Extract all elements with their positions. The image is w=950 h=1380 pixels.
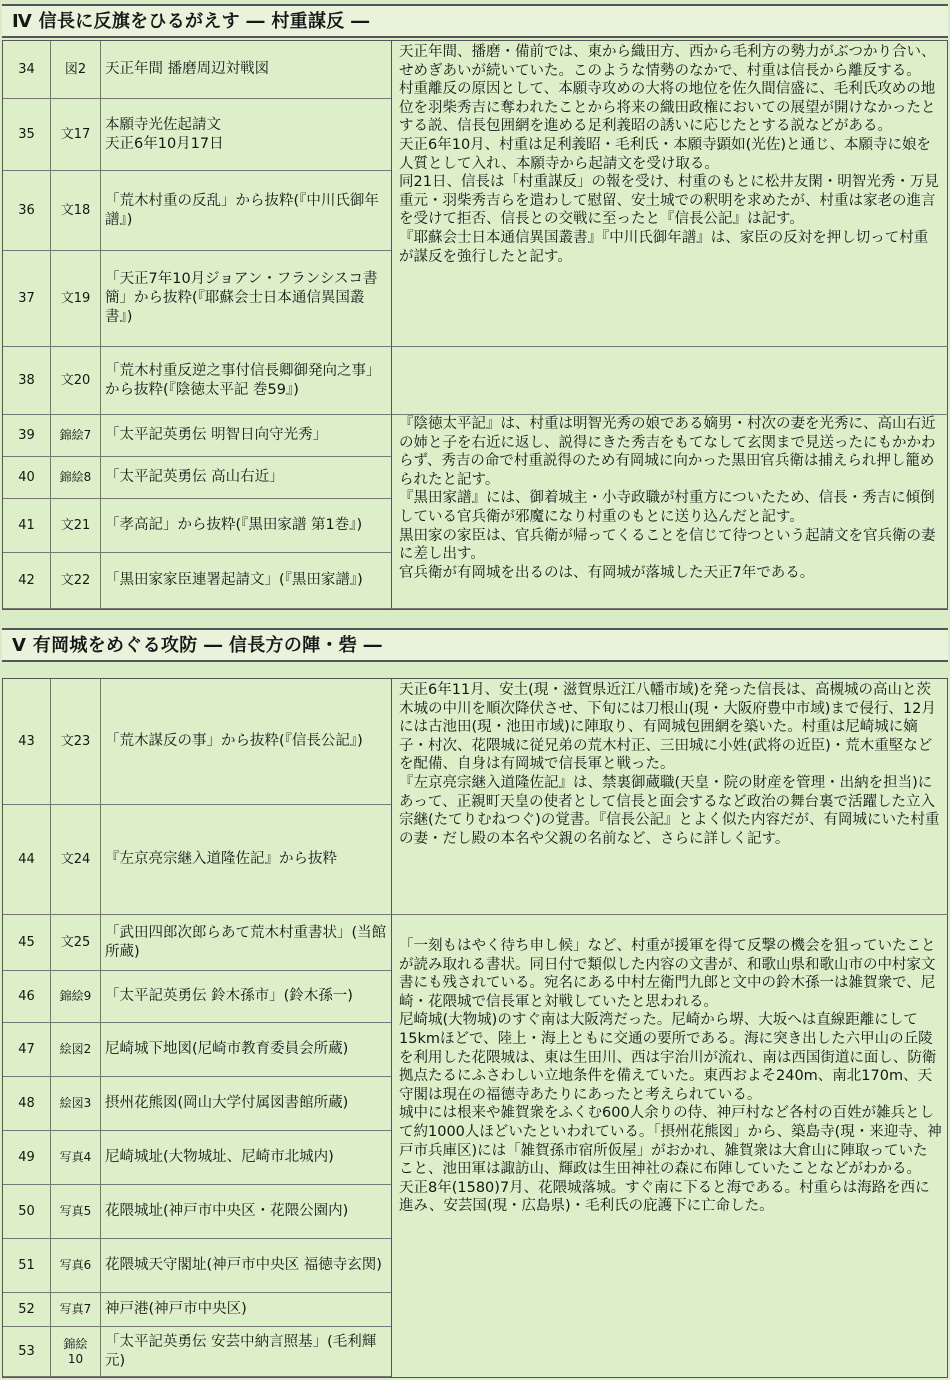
section-5-table (2, 678, 948, 1378)
item-title: 『左京亮宗継入道隆佐記』から抜粋 (105, 851, 337, 867)
table-row (3, 347, 391, 415)
item-title: 「武田四郎次郎らあて荒木村重書状」(当館所蔵) (105, 924, 387, 960)
item-category: 文24 (51, 805, 101, 914)
item-category: 文18 (51, 171, 101, 250)
item-title: 花隈城天守閣址(神戸市中央区 福徳寺玄関) (105, 1257, 382, 1273)
table-row (3, 251, 391, 347)
item-title: 「黒田家家臣連署起請文」(『黒田家譜』) (105, 572, 363, 588)
item-number: 41 (3, 499, 51, 552)
description-block-empty (391, 347, 948, 415)
item-title: 本願寺光佐起請文 天正6年10月17日 (105, 116, 224, 152)
item-title: 「天正7年10月ジョアン・フランシスコ書簡」から抜粋(『耶蘇会士日本通信異国叢書』) (105, 271, 378, 325)
item-title: 摂州花熊図(岡山大学付属図書館所蔵) (105, 1095, 349, 1111)
item-category: 錦絵9 (51, 971, 101, 1022)
item-number: 43 (3, 679, 51, 804)
table-row (3, 1131, 391, 1185)
item-number: 38 (3, 347, 51, 414)
item-category: 写真6 (51, 1239, 101, 1292)
item-number: 46 (3, 971, 51, 1022)
item-category: 絵図3 (51, 1077, 101, 1130)
item-category: 錦絵7 (51, 415, 101, 456)
table-row (3, 415, 391, 457)
item-category: 写真5 (51, 1185, 101, 1238)
description-block (391, 915, 948, 1377)
description-text: 天正6年11月、安土(現・滋賀県近江八幡市域)を発った信長は、高槻城の高山と茨木城の中川を順次降伏させ、下旬には刀根山(現・大阪府豊中市域)まで侵行、12月には古池田(現・池田市域)に陣取り、有岡城包囲網を築いた。村重は尼崎城に嫡子・村次、花隈城に従兄弟の荒木村正、三田城に小姓(武将の近臣)・荒木重堅などを配備、自身は有岡城で信長軍と戦った。 『左京亮宗継入道隆佐記』は、禁裏御蔵職(天皇・院の財産を管理・出納を担当)にあって、正親町天皇の使者として信長と面会するなど政治の舞台裏で活躍した立入宗継(たてりむねつぐ)の覚書。『信長公記』とよく似た内容だが、有岡城にいた村重の妻・だし殿の本名や父親の名前など、さらに詳しく記す。 (399, 682, 940, 847)
item-number: 50 (3, 1185, 51, 1238)
item-category: 写真4 (51, 1131, 101, 1184)
item-category: 文20 (51, 347, 101, 414)
table-row (3, 1023, 391, 1077)
item-number: 44 (3, 805, 51, 914)
table-row (3, 457, 391, 499)
item-number: 34 (3, 41, 51, 98)
item-number: 37 (3, 251, 51, 346)
table-row (3, 41, 391, 99)
item-title: 「孝高記」から抜粋(『黒田家譜 第1巻』) (105, 517, 363, 533)
item-category: 文17 (51, 99, 101, 170)
item-title: 「太平記英勇伝 明智日向守光秀」 (105, 427, 328, 443)
item-title: 尼崎城下地図(尼崎市教育委員会所蔵) (105, 1041, 349, 1057)
item-number: 36 (3, 171, 51, 250)
item-title: 「荒木村重反逆之事付信長卿御発向之事」から抜粋(『陰徳太平記 巻59』) (105, 362, 381, 398)
item-category: 文19 (51, 251, 101, 346)
description-block (391, 41, 948, 347)
item-title: 「荒木謀反の事」から抜粋(『信長公記』) (105, 733, 363, 749)
description-block (391, 679, 948, 915)
item-category: 写真7 (51, 1293, 101, 1326)
item-title: 「太平記英勇伝 安芸中納言照基」(毛利輝元) (105, 1333, 377, 1369)
description-text: 「一刻もはやく待ち申し候」など、村重が援軍を得て反撃の機会を狙っていたことが読み取れる書状。同日付で類似した内容の文書が、和歌山県和歌山市の中村家文書にも残されている。宛名にある中村左衛門九郎と文中の鈴木孫一は雑賀衆で、尼崎・花隈城で信長軍と対戦していたと思われる。 尼崎城(大物城)のすぐ南は大阪湾だった。尼崎から堺、大坂へは直線距離にして15kmほどで、陸上・海上ともに交通の要所である。海に突き出した六甲山の丘陵を利用した花隈城は、東は生田川、西は宇治川が流れ、南は西国街道に面し、防衛拠点たるにふさわしい立地条件を備えていた。東西およそ240m、南北170m、天守閣は現在の福德寺あたりにあったと考えられている。 城中には根来や雑賀衆をふくむ600人余りの侍、神戸村など各村の百姓が雑兵として約1000人ほどいたといわれている。「摂州花熊図」から、築島寺(現・来迎寺、神戸市兵庫区)には「雑賀孫市宿所仮屋」がおかれ、雑賀衆は大倉山に陣取っていたこと、池田軍は諏訪山、輝政は生田神社の森に布陣していたことなどがわかる。 天正8年(1580)7月、花隈城落城。すぐ南に下ると海である。村重らは海路を西に進み、安芸国(現・広島県)・毛利氏の庇護下に亡命した。 (399, 938, 942, 1215)
table-row (3, 805, 391, 915)
item-category: 図2 (51, 41, 101, 98)
table-row (3, 499, 391, 553)
item-category: 文21 (51, 499, 101, 552)
item-number: 45 (3, 915, 51, 970)
table-row (3, 679, 391, 805)
item-category: 文22 (51, 553, 101, 608)
item-number: 40 (3, 457, 51, 498)
table-row (3, 915, 391, 971)
item-category: 絵図2 (51, 1023, 101, 1076)
table-row (3, 1327, 391, 1377)
item-title: 天正年間 播磨周辺対戦図 (105, 61, 270, 77)
table-row (3, 1239, 391, 1293)
table-row (3, 553, 391, 609)
section-4-table (2, 40, 948, 610)
item-number: 48 (3, 1077, 51, 1130)
item-title: 「太平記英勇伝 高山右近」 (105, 469, 284, 485)
item-number: 35 (3, 99, 51, 170)
item-number: 52 (3, 1293, 51, 1326)
item-category: 文23 (51, 679, 101, 804)
item-number: 42 (3, 553, 51, 608)
item-number: 53 (3, 1327, 51, 1376)
item-category: 錦絵 10 (51, 1327, 101, 1376)
table-row (3, 99, 391, 171)
item-title: 「荒木村重の反乱」から抜粋(『中川氏御年譜』) (105, 192, 379, 228)
section-heading-4: Ⅳ 信長に反旗をひるがえす ― 村重謀反 ― (2, 4, 948, 38)
item-title: 神戸港(神戸市中央区) (105, 1301, 247, 1317)
item-number: 51 (3, 1239, 51, 1292)
item-number: 47 (3, 1023, 51, 1076)
section-heading-5: Ⅴ 有岡城をめぐる攻防 ― 信長方の陣・砦 ― (2, 628, 948, 662)
table-row (3, 1077, 391, 1131)
table-row (3, 1293, 391, 1327)
table-row (3, 971, 391, 1023)
description-text: 天正年間、播磨・備前では、東から織田方、西から毛利方の勢力がぶつかり合い、せめぎあいが続いていた。このような情勢のなかで、村重は信長から離反する。 村重離反の原因として、本願寺攻めの大将の地位を佐久間信盛に、毛利氏攻めの地位を羽柴秀吉に奪われたことから将来の織田政権においての展望が開けなかったとする説、信長包囲網を進める足利義昭の誘いに応じたとする説などがある。 天正6年10月、村重は足利義昭・毛利氏・本願寺顕如(光佐)と通じ、本願寺に娘を人質として入れ、本願寺から起請文を受け取る。 同21日、信長は「村重謀反」の報を受け、村重のもとに松井友閑・明智光秀・万見重元・羽柴秀吉らを遣わして慰留、安土城での釈明を求めたが、村重は家老の進言を受けて拒否、信長との交戦に至ったと『信長公記』は記す。 『耶蘇会士日本通信異国叢書』『中川氏御年譜』は、家臣の反対を押し切って村重が謀反を強行したと記す。 (399, 44, 939, 265)
description-block (391, 415, 948, 609)
item-number: 39 (3, 415, 51, 456)
item-category: 錦絵8 (51, 457, 101, 498)
item-category: 文25 (51, 915, 101, 970)
item-title: 花隈城址(神戸市中央区・花隈公園内) (105, 1203, 349, 1219)
item-number: 49 (3, 1131, 51, 1184)
description-text: 『陰徳太平記』は、村重は明智光秀の娘である嫡男・村次の妻を光秀に、高山右近の姉と子を右近に返し、説得にきた秀吉をもてなして玄関まで見送ったにもかかわらず、秀吉の命で村重説得のため有岡城に向かった黒田官兵衛は捕えられ押し籠められたと記す。 『黒田家譜』には、御着城主・小寺政職が村重方についたため、信長・秀吉に傾倒している官兵衛が邪魔になり村重のもとに送り込んだと記す。 黒田家の家臣は、官兵衛が帰ってくることを信じて待つという起請文を官兵衛の妻に差し出す。 官兵衛が有岡城を出るのは、有岡城が落城した天正7年である。 (399, 416, 936, 581)
item-title: 尼崎城址(大物城址、尼崎市北城内) (105, 1149, 334, 1165)
item-title: 「太平記英勇伝 鈴木孫市」(鈴木孫一) (105, 988, 353, 1004)
table-row (3, 1185, 391, 1239)
table-row (3, 171, 391, 251)
